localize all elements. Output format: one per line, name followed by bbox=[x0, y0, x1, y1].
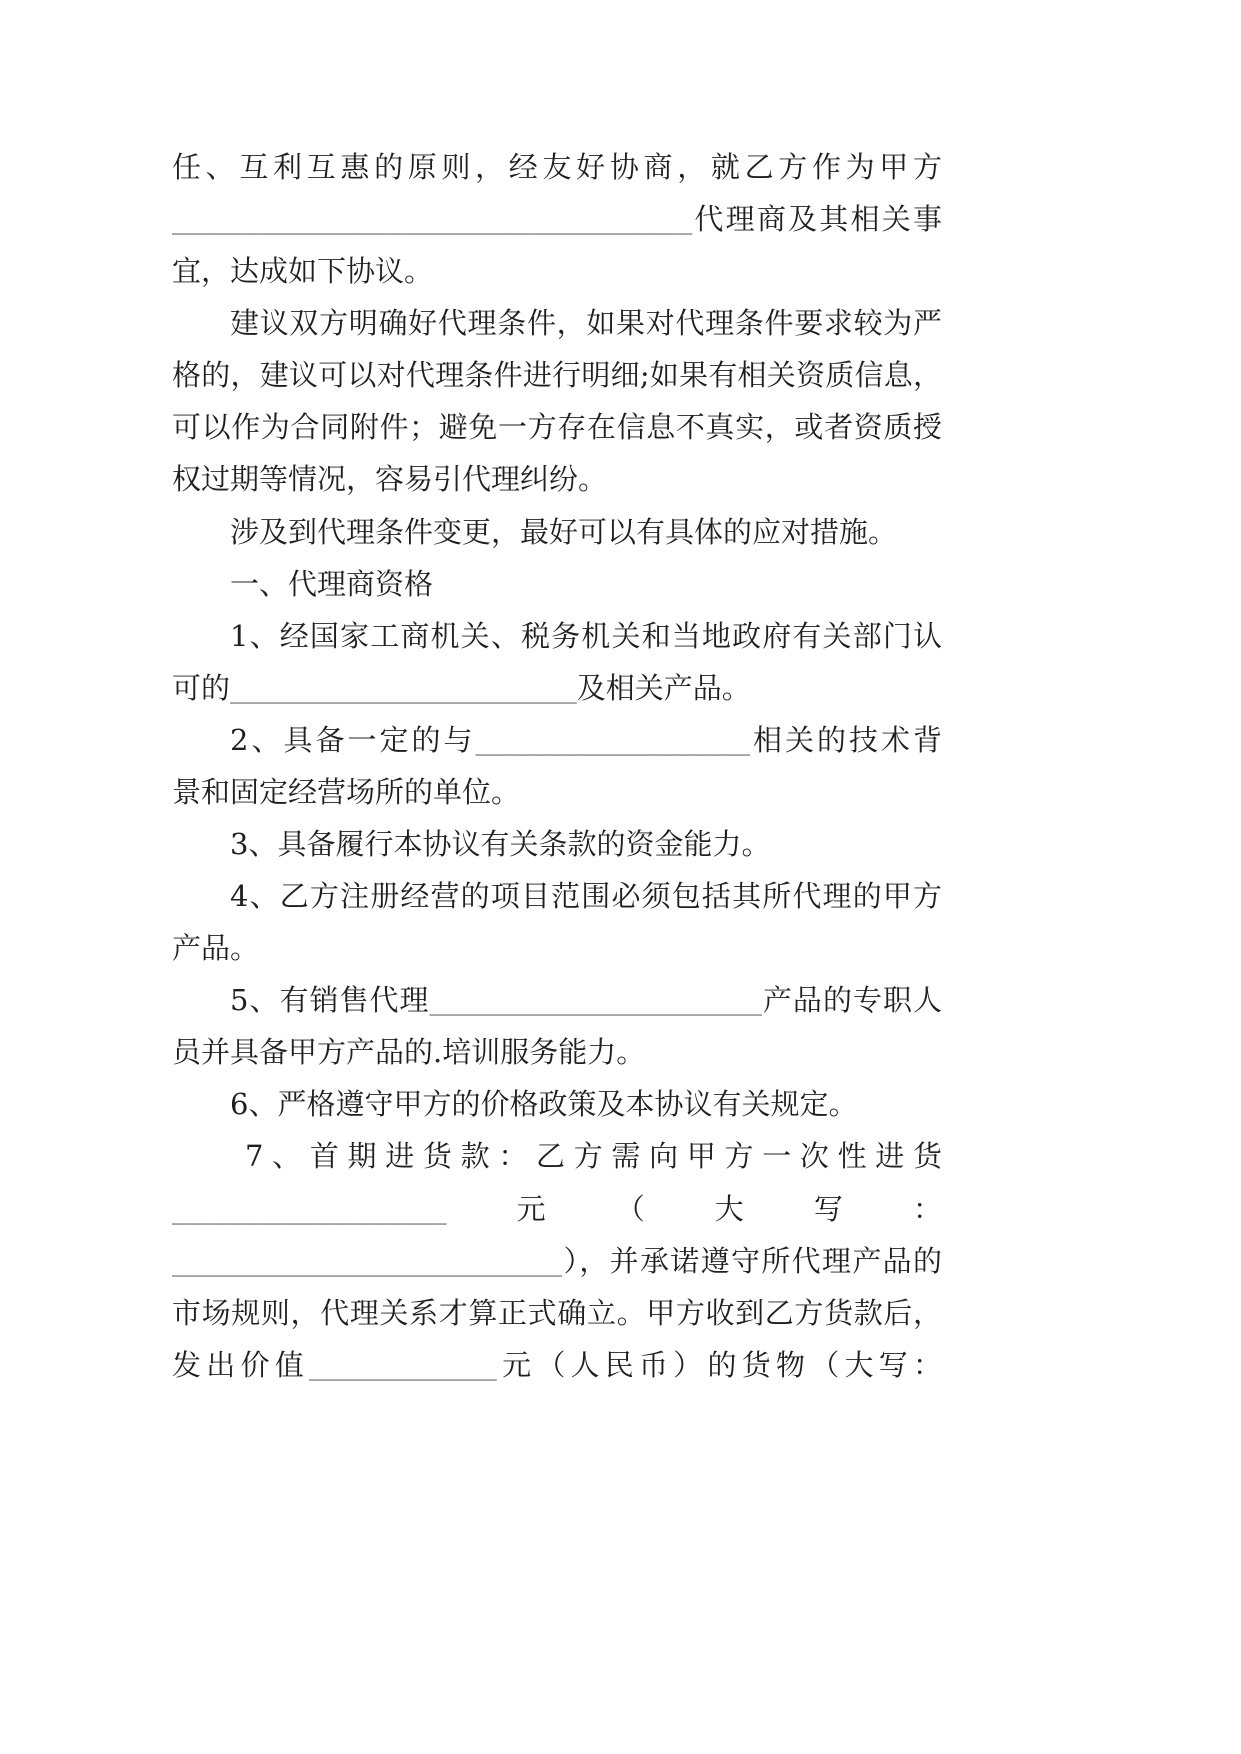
clause-2 bbox=[172, 714, 942, 818]
text-line bbox=[172, 1287, 942, 1339]
text-line bbox=[172, 193, 942, 245]
text-line bbox=[172, 870, 942, 922]
advice-note-paragraph bbox=[172, 506, 942, 558]
text-segment: 景和固定经营场所的单位。 bbox=[172, 774, 521, 809]
text-segment: 及相关产品。 bbox=[576, 670, 751, 705]
fill-in-blank: ________________________ bbox=[230, 675, 577, 704]
text-segment: 员并具备甲方产品的.培训服务能力。 bbox=[172, 1035, 646, 1070]
text-line bbox=[172, 714, 942, 766]
section-heading bbox=[172, 558, 942, 610]
text-line bbox=[172, 558, 942, 610]
text-segment: 权过期等情况，容易引代理纠纷。 bbox=[172, 462, 608, 497]
text-line bbox=[172, 1130, 942, 1182]
text-line bbox=[172, 1235, 942, 1287]
text-line bbox=[172, 1183, 942, 1235]
text-segment: ），并承诺遵守所代理产品的 bbox=[562, 1243, 942, 1278]
text-segment: 发出价值 bbox=[172, 1347, 309, 1382]
text-segment: 5、有销售代理 bbox=[230, 983, 430, 1018]
fill-in-blank: ___________________________ bbox=[172, 1248, 563, 1277]
text-line bbox=[172, 401, 942, 453]
text-line bbox=[172, 974, 942, 1026]
clause-1 bbox=[172, 610, 942, 714]
text-line bbox=[172, 662, 942, 714]
text-line bbox=[172, 349, 942, 401]
text-line bbox=[172, 453, 942, 505]
text-segment: 相关的技术背 bbox=[750, 722, 942, 757]
clause-4 bbox=[172, 870, 942, 974]
text-segment: 7、首期进货款：乙方需向甲方一次性进货 bbox=[245, 1139, 942, 1174]
text-line bbox=[172, 766, 942, 818]
text-segment: 6、严格遵守甲方的价格政策及本协议有关规定。 bbox=[230, 1087, 858, 1122]
text-segment: 2、具备一定的与 bbox=[230, 722, 476, 757]
intro-paragraph-continued bbox=[172, 141, 942, 297]
text-segment: 可的 bbox=[172, 670, 231, 705]
text-line bbox=[172, 922, 942, 974]
text-segment: 1、经国家工商机关、税务机关和当地政府有关部门认 bbox=[230, 618, 942, 653]
text-segment: 元（大写： bbox=[446, 1191, 942, 1226]
fill-in-blank: _____________ bbox=[308, 1352, 497, 1381]
fill-in-blank: ____________________________________ bbox=[172, 207, 693, 236]
text-segment: 代理商及其相关事 bbox=[692, 202, 942, 237]
text-line bbox=[172, 1339, 942, 1391]
text-segment: 市场规则，代理关系才算正式确立。甲方收到乙方货款后， bbox=[172, 1295, 942, 1330]
clause-3 bbox=[172, 818, 942, 870]
advice-paragraph bbox=[172, 297, 942, 505]
text-segment: 涉及到代理条件变更，最好可以有具体的应对措施。 bbox=[230, 514, 898, 549]
fill-in-blank: ___________________ bbox=[172, 1196, 447, 1225]
text-line bbox=[172, 818, 942, 870]
text-line bbox=[172, 141, 942, 193]
text-segment: 建议双方明确好代理条件，如果对代理条件要求较为严 bbox=[230, 306, 942, 341]
text-segment: 3、具备履行本协议有关条款的资金能力。 bbox=[230, 827, 771, 862]
text-segment: 格的，建议可以对代理条件进行明细;如果有相关资质信息， bbox=[172, 358, 942, 393]
text-segment: 4、乙方注册经营的项目范围必须包括其所代理的甲方 bbox=[230, 879, 942, 914]
clause-6 bbox=[172, 1078, 942, 1130]
clause-7 bbox=[172, 1130, 942, 1390]
text-segment: 可以作为合同附件；避免一方存在信息不真实，或者资质授 bbox=[172, 410, 942, 445]
text-line bbox=[172, 245, 942, 297]
fill-in-blank: _______________________ bbox=[429, 988, 762, 1017]
heading-text: 一、代理商资格 bbox=[230, 566, 434, 601]
text-segment: 产品的专职人 bbox=[761, 983, 942, 1018]
text-line bbox=[172, 297, 942, 349]
text-line bbox=[172, 610, 942, 662]
text-segment: 宜，达成如下协议。 bbox=[172, 254, 434, 289]
text-line bbox=[172, 506, 942, 558]
text-line bbox=[172, 1026, 942, 1078]
text-segment: 产品。 bbox=[172, 931, 260, 966]
text-segment: 元（人民币）的货物（大写： bbox=[496, 1347, 942, 1382]
text-segment: 任、互利互惠的原则，经友好协商，就乙方作为甲方 bbox=[172, 150, 942, 184]
text-line bbox=[172, 1078, 942, 1130]
fill-in-blank: ___________________ bbox=[475, 727, 750, 756]
document-page bbox=[172, 141, 942, 1391]
clause-5 bbox=[172, 974, 942, 1078]
